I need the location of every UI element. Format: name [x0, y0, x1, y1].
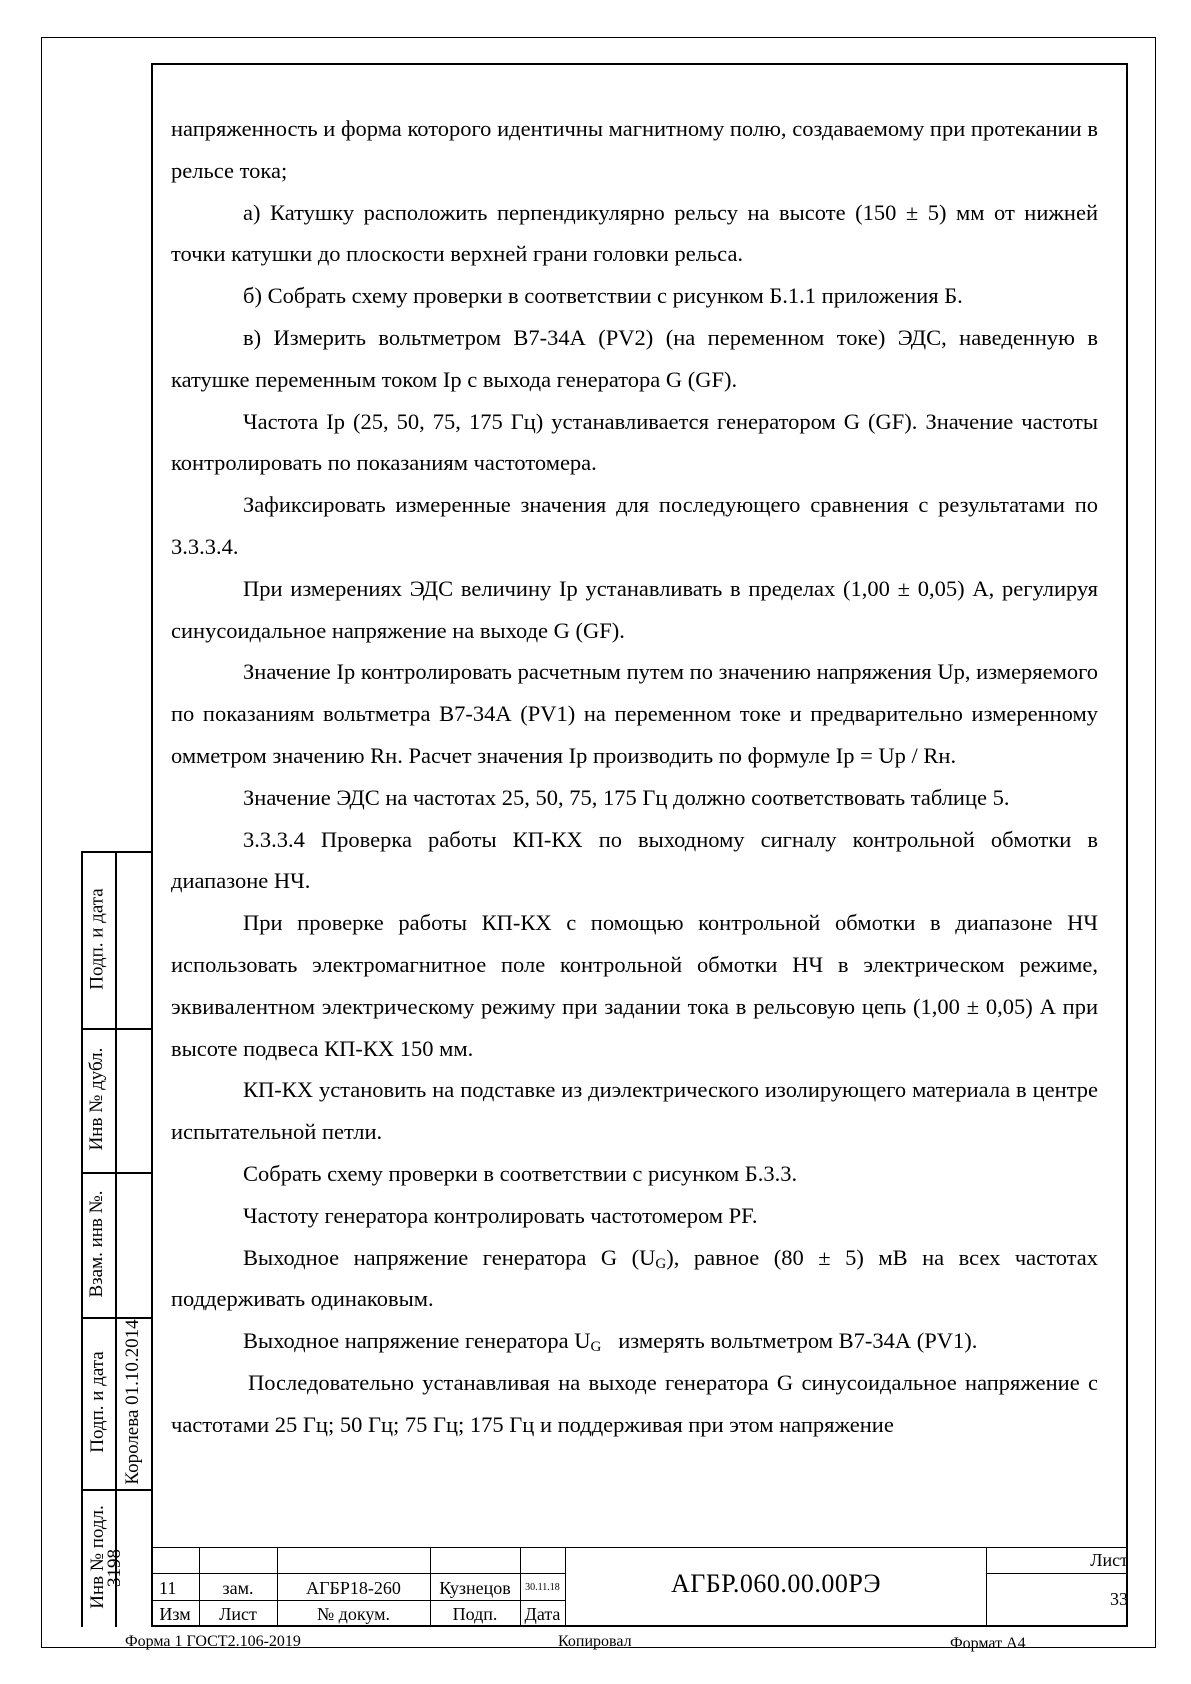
inv-number: 3198	[104, 1549, 125, 1587]
tb-line	[986, 1573, 1128, 1574]
text-part: Выходное напряжение генератора G (U	[243, 1244, 656, 1270]
paragraph: а) Катушку расположить перпендикулярно рельсу на высоте (150 ± 5) мм от нижней точки катушки до плоскости верхней грани головки рельса.	[171, 199, 1098, 267]
sheet-label: Лист	[1090, 1550, 1128, 1570]
side-line	[115, 851, 117, 1627]
paragraph: Значение Iр контролировать расчетным путем по значению напряжения Uр, измеряемого по показаниям вольтметра В7-34А (PV1) на переменном токе и предварительно измеренному омметром значению Rн. Расчет значения Iр производить по формуле Iр = Uр / Rн.	[171, 659, 1098, 768]
side-stamp	[81, 851, 151, 1627]
paragraph: б) Собрать схему проверки в соответствии с рисунком Б.1.1 приложения Б.	[243, 283, 963, 309]
document-designation: АГБР.060.00.00РЭ	[670, 1569, 882, 1598]
paragraph: Собрать схему проверки в соответствии с рисунком Б.3.3.	[243, 1160, 798, 1186]
label-doc: № докум.	[317, 1604, 390, 1624]
tb-line	[151, 1600, 565, 1601]
label-list: Лист	[219, 1604, 257, 1624]
title-block	[151, 1547, 1128, 1627]
paragraph: При проверке работы КП-КХ с помощью контрольной обмотки в диапазоне НЧ использовать электромагнитное поле контрольной обмотки НЧ в электрическом режиме, эквивалентном электрическому режиму при задании тока в рельсовую цепь (1,00 ± 0,05) А при высоте подвеса КП-КХ 150 мм.	[171, 910, 1098, 1061]
side-line	[81, 851, 83, 1627]
paragraph: При измерениях ЭДС величину Iр устанавливать в пределах (1,00 ± 0,05) А, регулируя синусоидальное напряжение на выходе G (GF).	[171, 575, 1098, 643]
list-value: зам.	[222, 1578, 254, 1598]
paragraph-ug-1	[171, 1237, 1098, 1321]
sheet-number: 33	[1110, 1589, 1128, 1609]
label-date: Дата	[524, 1604, 561, 1624]
paragraph: КП-КХ установить на подставке из диэлектрического изолирующего материала в центре испытательной петли.	[171, 1077, 1098, 1145]
label-vzam-inv: Взам. инв №.	[86, 1190, 107, 1298]
paragraph: Значение ЭДС на частотах 25, 50, 75, 175 Гц должно соответствовать таблице 5.	[243, 784, 1010, 810]
form-label: Форма 1 ГОСТ2.106-2019	[125, 1633, 301, 1650]
paragraph: Частоту генератора контролировать частотомером PF.	[243, 1202, 758, 1228]
label-izm: Изм	[159, 1604, 191, 1624]
izm-value: 11	[159, 1578, 177, 1598]
label-podp: Подп.	[452, 1604, 498, 1624]
text-part: Выходное напряжение генератора U	[243, 1328, 591, 1354]
document-body	[171, 108, 1098, 1446]
paragraph: 3.3.3.4 Проверка работы КП-КХ по выходному сигналу контрольной обмотки в диапазоне НЧ.	[171, 826, 1098, 894]
signer: Кузнецов	[439, 1578, 511, 1598]
paragraph-ug-2	[171, 1320, 1098, 1362]
tb-line	[151, 1547, 1128, 1548]
paragraph: Последовательно устанавливая на выходе генератора G синусоидальное напряжение с частотами 25 Гц; 50 Гц; 75 Гц; 175 Гц и поддерживая при этом напряжение	[171, 1369, 1098, 1437]
label-inv-podl: Инв № подл.	[87, 1505, 108, 1609]
label-podp-data: Подп. и дата	[86, 888, 108, 990]
copied-label: Копировал	[558, 1633, 632, 1650]
text-part: измерять вольтметром В7-34А (PV1).	[601, 1328, 978, 1354]
paragraph: Частота Iр (25, 50, 75, 175 Гц) устанавливается генератором G (GF). Значение частоты контролировать по показаниям частотомера.	[171, 408, 1098, 476]
doc-value: АГБР18-260	[306, 1578, 401, 1598]
paragraph: напряженность и форма которого идентичны магнитному полю, создаваемому при протекании в рельсе тока;	[171, 116, 1098, 183]
format-label: Формат А4	[950, 1635, 1026, 1652]
subscript: G	[655, 1255, 667, 1272]
paragraph: в) Измерить вольтметром В7-34А (PV2) (на переменном токе) ЭДС, наведенную в катушке переменным током Iр с выхода генератора G (GF).	[171, 324, 1098, 392]
signature-date: Королева 01.10.2014	[122, 1319, 143, 1485]
label-podp-data: Подп. и дата	[87, 1351, 108, 1453]
text-part: ), равное (80 ± 5) мВ на всех частотах поддерживать одинаковым.	[171, 1244, 1098, 1312]
date-value: 30.11.18	[525, 1582, 560, 1593]
subscript: G	[590, 1339, 602, 1356]
paragraph: Зафиксировать измеренные значения для последующего сравнения с результатами по 3.3.3.4.	[171, 492, 1098, 559]
label-inv-dubl: Инв № дубл.	[86, 1047, 107, 1151]
tb-line	[151, 1573, 565, 1574]
